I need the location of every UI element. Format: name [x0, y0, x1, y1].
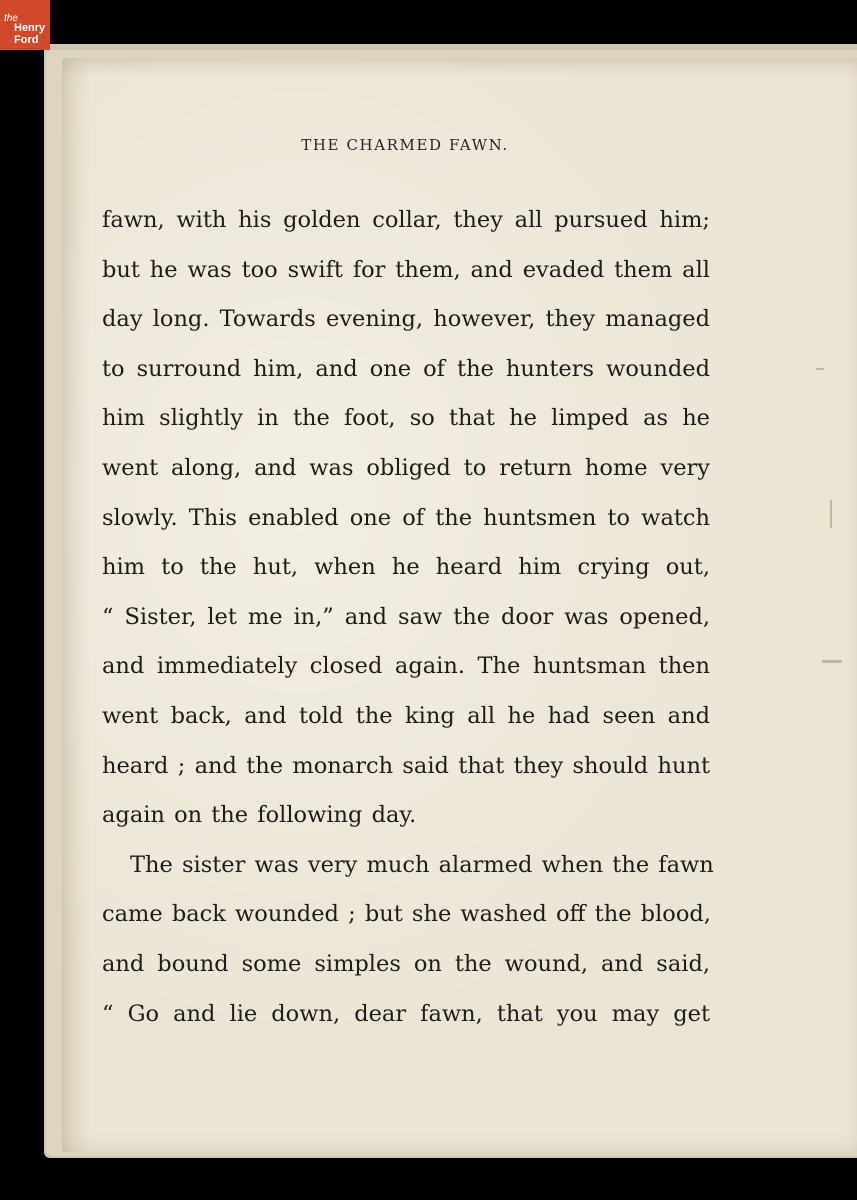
running-head: THE CHARMED FAWN. — [301, 136, 509, 154]
text-line: went along, and was obliged to return home very — [102, 454, 710, 481]
text-line: heard ; and the monarch said that they should hunt — [102, 752, 710, 779]
text-line: but he was too swift for them, and evaded them all — [102, 256, 710, 283]
text-line: again on the following day. — [102, 802, 417, 829]
page-blemish — [816, 368, 824, 370]
text-line: and immediately closed again. The huntsman then — [102, 653, 710, 680]
logo-text-the: the — [4, 13, 18, 24]
text-line: went back, and told the king all he had seen and — [102, 702, 710, 729]
logo-text-ford: Ford — [14, 34, 39, 46]
text-line: The sister was very much alarmed when the fawn — [130, 851, 714, 878]
text-line: came back wounded ; but she washed off the blood, — [102, 901, 711, 928]
page-blemish — [822, 660, 842, 663]
text-line: fawn, with his golden collar, they all pursued him; — [102, 207, 710, 233]
page-blemish — [830, 500, 832, 528]
text-line: him to the hut, when he heard him crying out, — [102, 554, 710, 581]
text-line: and bound some simples on the wound, and said, — [102, 950, 710, 977]
body-text — [102, 196, 714, 1039]
text-line: him slightly in the foot, so that he limped as he — [102, 405, 710, 432]
text-line: “ Go and lie down, dear fawn, that you may get — [102, 1000, 710, 1027]
text-line: slowly. This enabled one of the huntsmen to watch — [102, 504, 710, 531]
text-line: “ Sister, let me in,” and saw the door was opened, — [102, 603, 710, 630]
logo-text-henry: Henry — [14, 22, 46, 34]
text-line: to surround him, and one of the hunters wounded — [102, 355, 710, 382]
henry-ford-logo — [0, 0, 50, 50]
text-line: day long. Towards evening, however, they managed — [102, 306, 710, 333]
